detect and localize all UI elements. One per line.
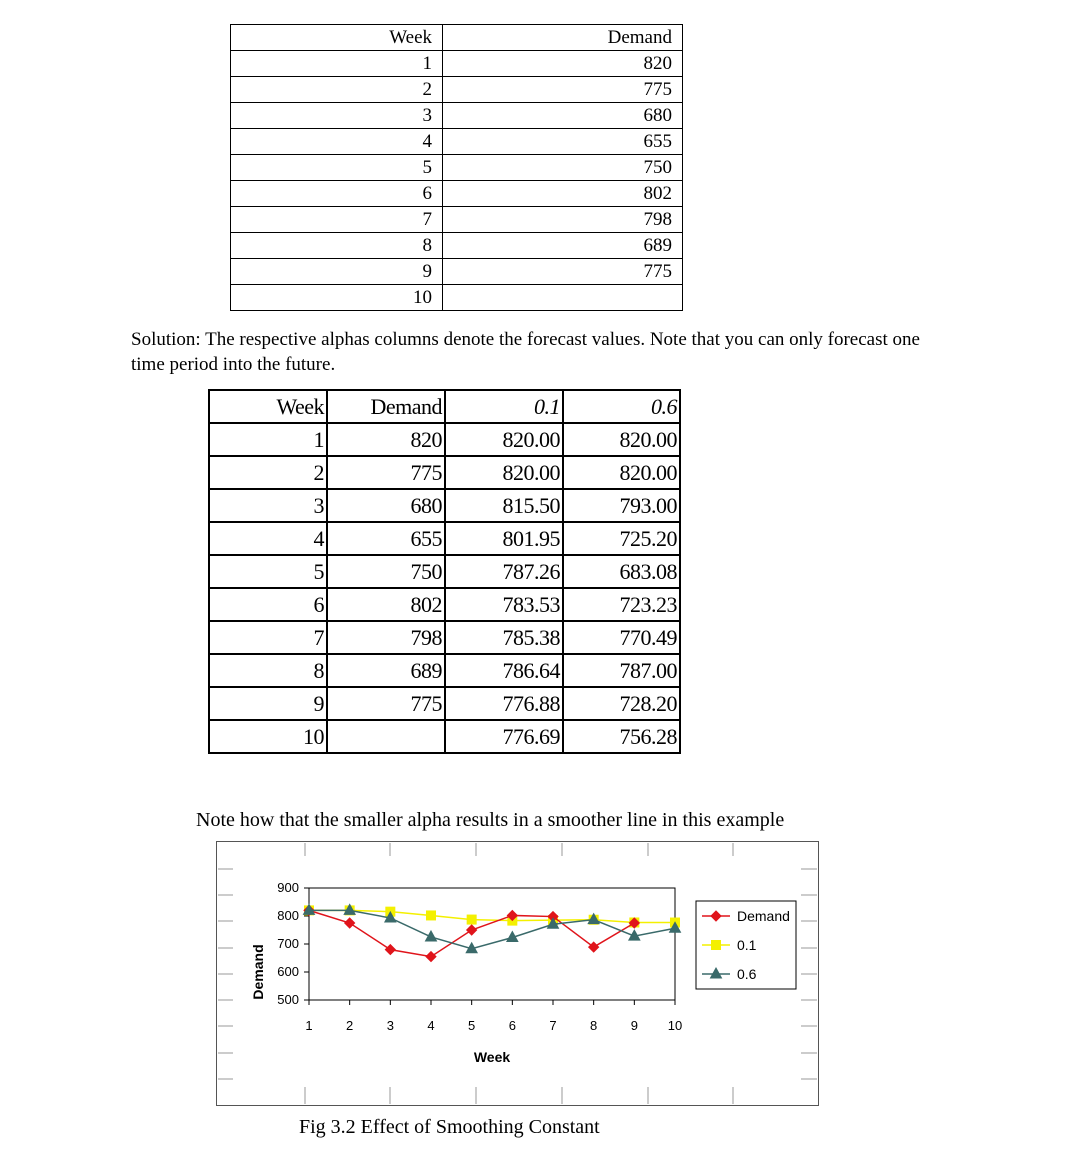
demand-cell: 798 xyxy=(327,621,445,654)
header-alpha-0-6: 0.6 xyxy=(563,390,680,423)
table-row xyxy=(209,687,680,720)
week-cell: 6 xyxy=(231,181,443,207)
week-cell: 3 xyxy=(231,103,443,129)
forecast-0-6-cell: 756.28 xyxy=(563,720,680,753)
table-row xyxy=(231,207,683,233)
solution-paragraph: Solution: The respective alphas columns denote the forecast values. Note that you can only forecast one time period into the future. xyxy=(131,329,920,375)
table-row xyxy=(209,555,680,588)
week-cell: 1 xyxy=(209,423,327,456)
x-tick-label: 8 xyxy=(590,1018,598,1033)
week-cell: 1 xyxy=(231,51,443,77)
week-cell: 4 xyxy=(231,129,443,155)
week-cell: 3 xyxy=(209,489,327,522)
header-demand: Demand xyxy=(443,25,683,51)
week-cell: 2 xyxy=(231,77,443,103)
week-cell: 9 xyxy=(209,687,327,720)
forecast-0-1-cell: 815.50 xyxy=(445,489,563,522)
legend-label: Demand xyxy=(737,908,790,924)
demand-cell: 655 xyxy=(327,522,445,555)
figure-caption: Fig 3.2 Effect of Smoothing Constant xyxy=(299,1116,600,1138)
forecast-0-6-cell: 683.08 xyxy=(563,555,680,588)
table-row xyxy=(209,588,680,621)
demand-cell xyxy=(443,285,683,311)
x-axis-title: Week xyxy=(473,1049,511,1065)
forecast-0-1-cell: 786.64 xyxy=(445,654,563,687)
week-cell: 8 xyxy=(231,233,443,259)
legend-label: 0.6 xyxy=(737,966,757,982)
demand-cell: 750 xyxy=(327,555,445,588)
demand-cell: 820 xyxy=(327,423,445,456)
x-tick-label: 1 xyxy=(305,1018,313,1033)
x-tick-label: 5 xyxy=(468,1018,476,1033)
table-row xyxy=(231,181,683,207)
x-tick-label: 3 xyxy=(386,1018,394,1033)
demand-cell: 775 xyxy=(443,77,683,103)
week-cell: 7 xyxy=(231,207,443,233)
forecast-table xyxy=(208,389,681,754)
forecast-0-1-cell: 787.26 xyxy=(445,555,563,588)
week-cell: 8 xyxy=(209,654,327,687)
table-row xyxy=(231,103,683,129)
forecast-0-1-cell: 776.88 xyxy=(445,687,563,720)
table-header-row xyxy=(231,25,683,51)
forecast-0-1-cell: 785.38 xyxy=(445,621,563,654)
table-row xyxy=(209,654,680,687)
week-cell: 10 xyxy=(209,720,327,753)
demand-cell: 689 xyxy=(327,654,445,687)
header-week: Week xyxy=(209,390,327,423)
legend-label: 0.1 xyxy=(737,937,757,953)
y-tick-label: 600 xyxy=(277,964,299,979)
y-tick-label: 800 xyxy=(277,908,299,923)
header-alpha-0-1: 0.1 xyxy=(445,390,563,423)
data-point-0-1 xyxy=(467,915,476,924)
y-tick-label: 900 xyxy=(277,880,299,895)
data-point-0-1 xyxy=(427,911,436,920)
table-row xyxy=(209,621,680,654)
demand-cell: 802 xyxy=(443,181,683,207)
table-row xyxy=(231,77,683,103)
y-tick-label: 700 xyxy=(277,936,299,951)
table-row xyxy=(231,155,683,181)
x-tick-label: 6 xyxy=(508,1018,516,1033)
table-row xyxy=(209,423,680,456)
week-cell: 7 xyxy=(209,621,327,654)
table-row xyxy=(209,489,680,522)
x-tick-label: 10 xyxy=(667,1018,683,1033)
forecast-0-1-cell: 820.00 xyxy=(445,456,563,489)
forecast-0-6-cell: 820.00 xyxy=(563,456,680,489)
demand-cell: 820 xyxy=(443,51,683,77)
chart-canvas xyxy=(217,842,818,1105)
forecast-0-1-cell: 801.95 xyxy=(445,522,563,555)
demand-cell: 680 xyxy=(443,103,683,129)
forecast-0-6-cell: 820.00 xyxy=(563,423,680,456)
y-tick-label: 500 xyxy=(277,992,299,1007)
note-text: Note how that the smaller alpha results in a smoother line in this example xyxy=(196,809,785,831)
forecast-0-6-cell: 725.20 xyxy=(563,522,680,555)
demand-cell: 689 xyxy=(443,233,683,259)
week-cell: 4 xyxy=(209,522,327,555)
week-cell: 2 xyxy=(209,456,327,489)
smoothing-chart xyxy=(216,841,819,1106)
demand-cell: 775 xyxy=(327,456,445,489)
forecast-0-6-cell: 787.00 xyxy=(563,654,680,687)
table-row xyxy=(231,129,683,155)
forecast-0-6-cell: 723.23 xyxy=(563,588,680,621)
legend-marker xyxy=(712,941,721,950)
header-week: Week xyxy=(231,25,443,51)
demand-cell: 680 xyxy=(327,489,445,522)
forecast-0-1-cell: 776.69 xyxy=(445,720,563,753)
forecast-0-6-cell: 793.00 xyxy=(563,489,680,522)
forecast-0-1-cell: 783.53 xyxy=(445,588,563,621)
demand-cell: 798 xyxy=(443,207,683,233)
week-cell: 9 xyxy=(231,259,443,285)
table-row xyxy=(231,285,683,311)
table-row xyxy=(231,233,683,259)
x-tick-label: 7 xyxy=(549,1018,557,1033)
week-demand-table xyxy=(230,24,683,311)
demand-cell: 750 xyxy=(443,155,683,181)
y-axis-title: Demand xyxy=(250,944,266,1000)
forecast-0-1-cell: 820.00 xyxy=(445,423,563,456)
demand-cell: 775 xyxy=(327,687,445,720)
demand-cell xyxy=(327,720,445,753)
week-cell: 5 xyxy=(209,555,327,588)
table-row xyxy=(209,720,680,753)
plot-area xyxy=(309,888,675,1000)
week-cell: 6 xyxy=(209,588,327,621)
table-row xyxy=(231,259,683,285)
x-tick-label: 9 xyxy=(630,1018,638,1033)
forecast-0-6-cell: 728.20 xyxy=(563,687,680,720)
table-row xyxy=(209,456,680,489)
x-tick-label: 2 xyxy=(346,1018,354,1033)
week-cell: 5 xyxy=(231,155,443,181)
week-cell: 10 xyxy=(231,285,443,311)
table-header-row xyxy=(209,390,680,423)
forecast-0-6-cell: 770.49 xyxy=(563,621,680,654)
demand-cell: 802 xyxy=(327,588,445,621)
demand-cell: 655 xyxy=(443,129,683,155)
table-row xyxy=(231,51,683,77)
header-demand: Demand xyxy=(327,390,445,423)
table-row xyxy=(209,522,680,555)
demand-cell: 775 xyxy=(443,259,683,285)
x-tick-label: 4 xyxy=(427,1018,435,1033)
